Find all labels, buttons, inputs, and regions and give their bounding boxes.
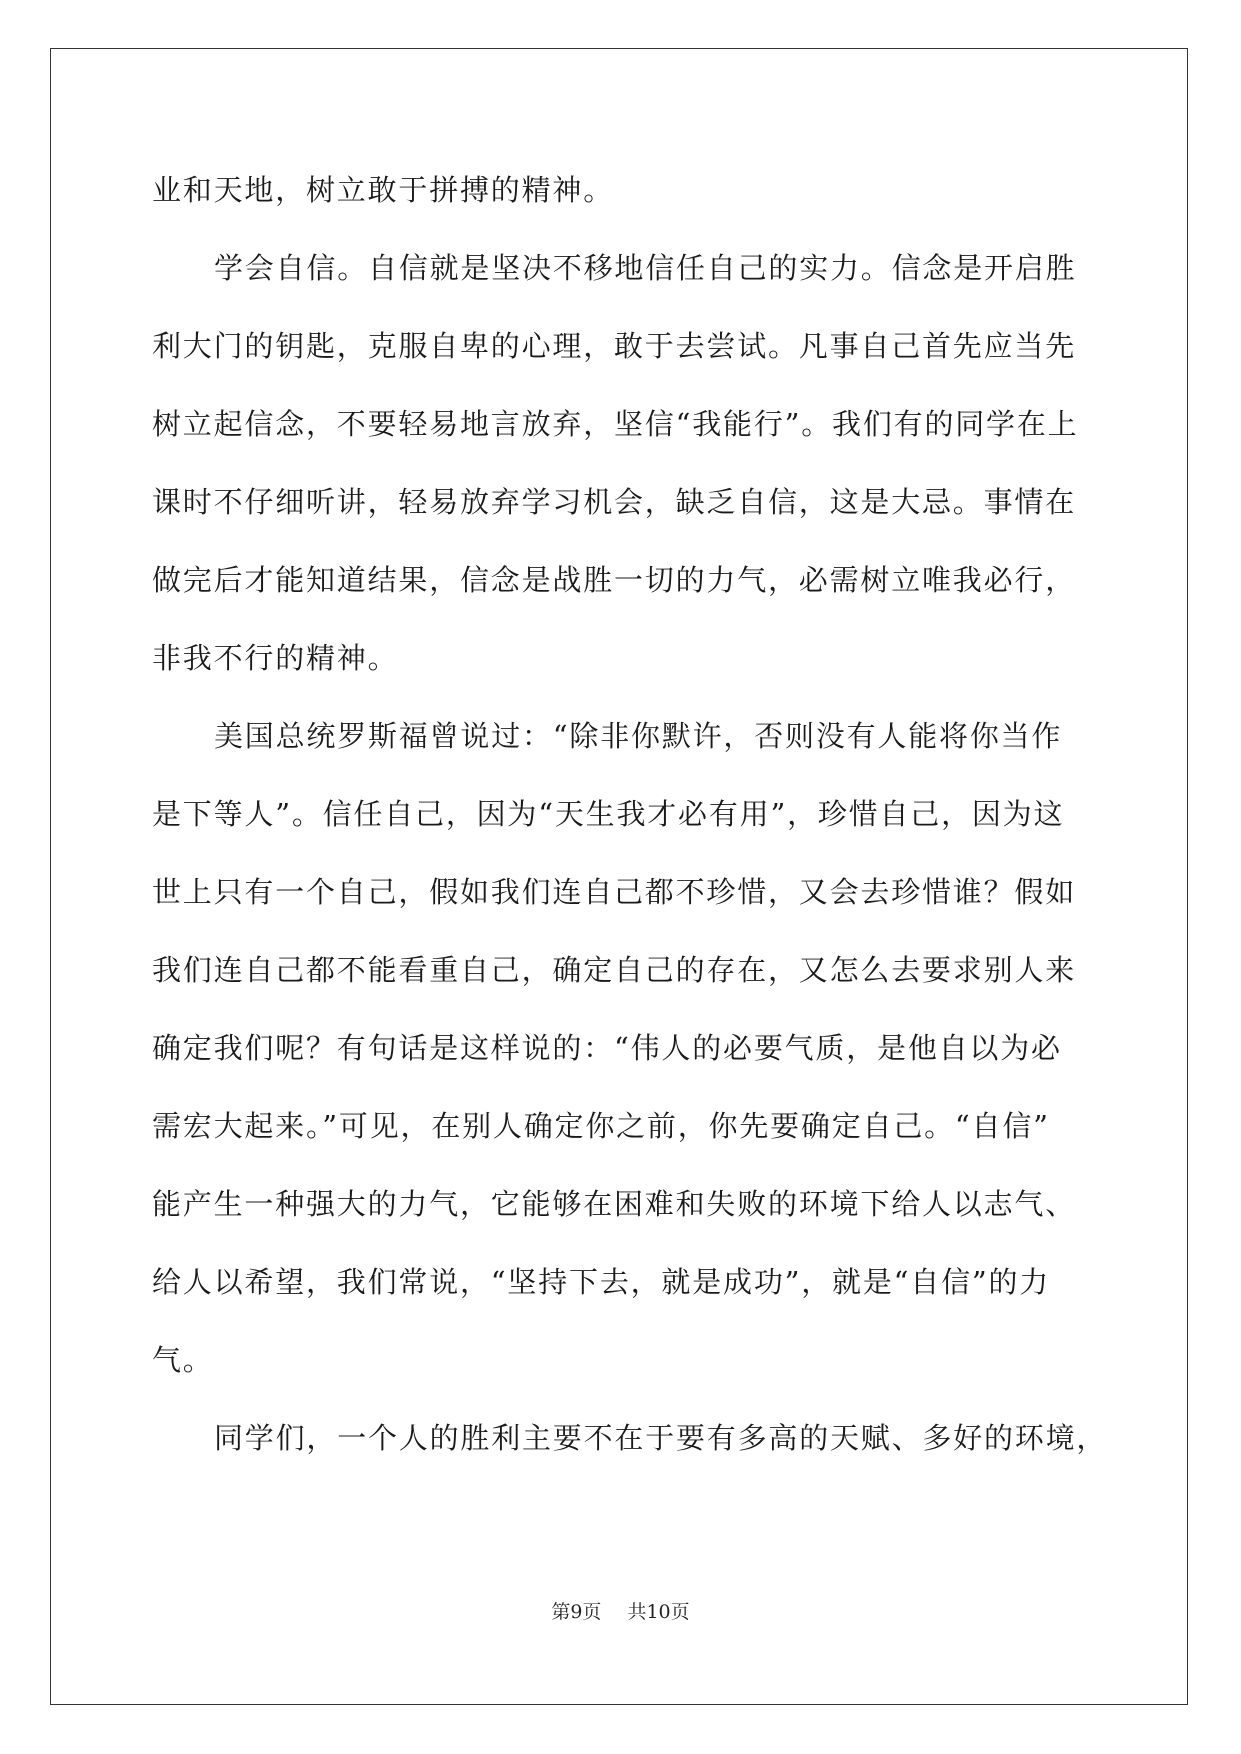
text-line: 确定我们呢？有句话是这样说的：“伟人的必要气质，是他自以为必 [152, 1031, 1062, 1065]
page-footer [0, 1597, 1241, 1624]
text-line: 同学们，一个人的胜利主要不在于要有多高的天赋、多好的环境， [214, 1421, 1108, 1455]
text-line: 非我不行的精神。 [152, 641, 399, 675]
document-body [152, 160, 1108, 1486]
page-number-total: 共10页 [627, 1601, 690, 1623]
text-line: 能产生一种强大的力气，它能够在困难和失败的环境下给人以志气、 [152, 1187, 1077, 1221]
text-line: 课时不仔细听讲，轻易放弃学习机会，缺乏自信，这是大忌。事情在 [152, 485, 1077, 519]
text-line: 利大门的钥匙，克服自卑的心理，敢于去尝试。凡事自己首先应当先 [152, 329, 1077, 363]
text-line: 是下等人”。信任自己，因为“天生我才必有用”，珍惜自己，因为这 [152, 797, 1065, 831]
text-line: 做完后才能知道结果，信念是战胜一切的力气，必需树立唯我必行， [152, 563, 1077, 597]
text-line: 世上只有一个自己，假如我们连自己都不珍惜，又会去珍惜谁？假如 [152, 875, 1077, 909]
page-number-current: 第9页 [551, 1601, 602, 1623]
text-line: 需宏大起来。”可见，在别人确定你之前，你先要确定自己。“自信” [152, 1109, 1050, 1143]
text-line: 美国总统罗斯福曾说过：“除非你默许，否则没有人能将你当作 [214, 719, 1063, 753]
text-line: 我们连自己都不能看重自己，确定自己的存在，又怎么去要求别人来 [152, 953, 1077, 987]
text-line: 气。 [152, 1343, 214, 1377]
text-line: 业和天地，树立敢于拼搏的精神。 [152, 173, 615, 207]
text-line: 学会自信。自信就是坚决不移地信任自己的实力。信念是开启胜 [214, 251, 1077, 285]
text-line: 树立起信念，不要轻易地言放弃，坚信“我能行”。我们有的同学在上 [152, 407, 1079, 441]
text-line: 给人以希望，我们常说，“坚持下去，就是成功”，就是“自信”的力 [152, 1265, 1051, 1299]
